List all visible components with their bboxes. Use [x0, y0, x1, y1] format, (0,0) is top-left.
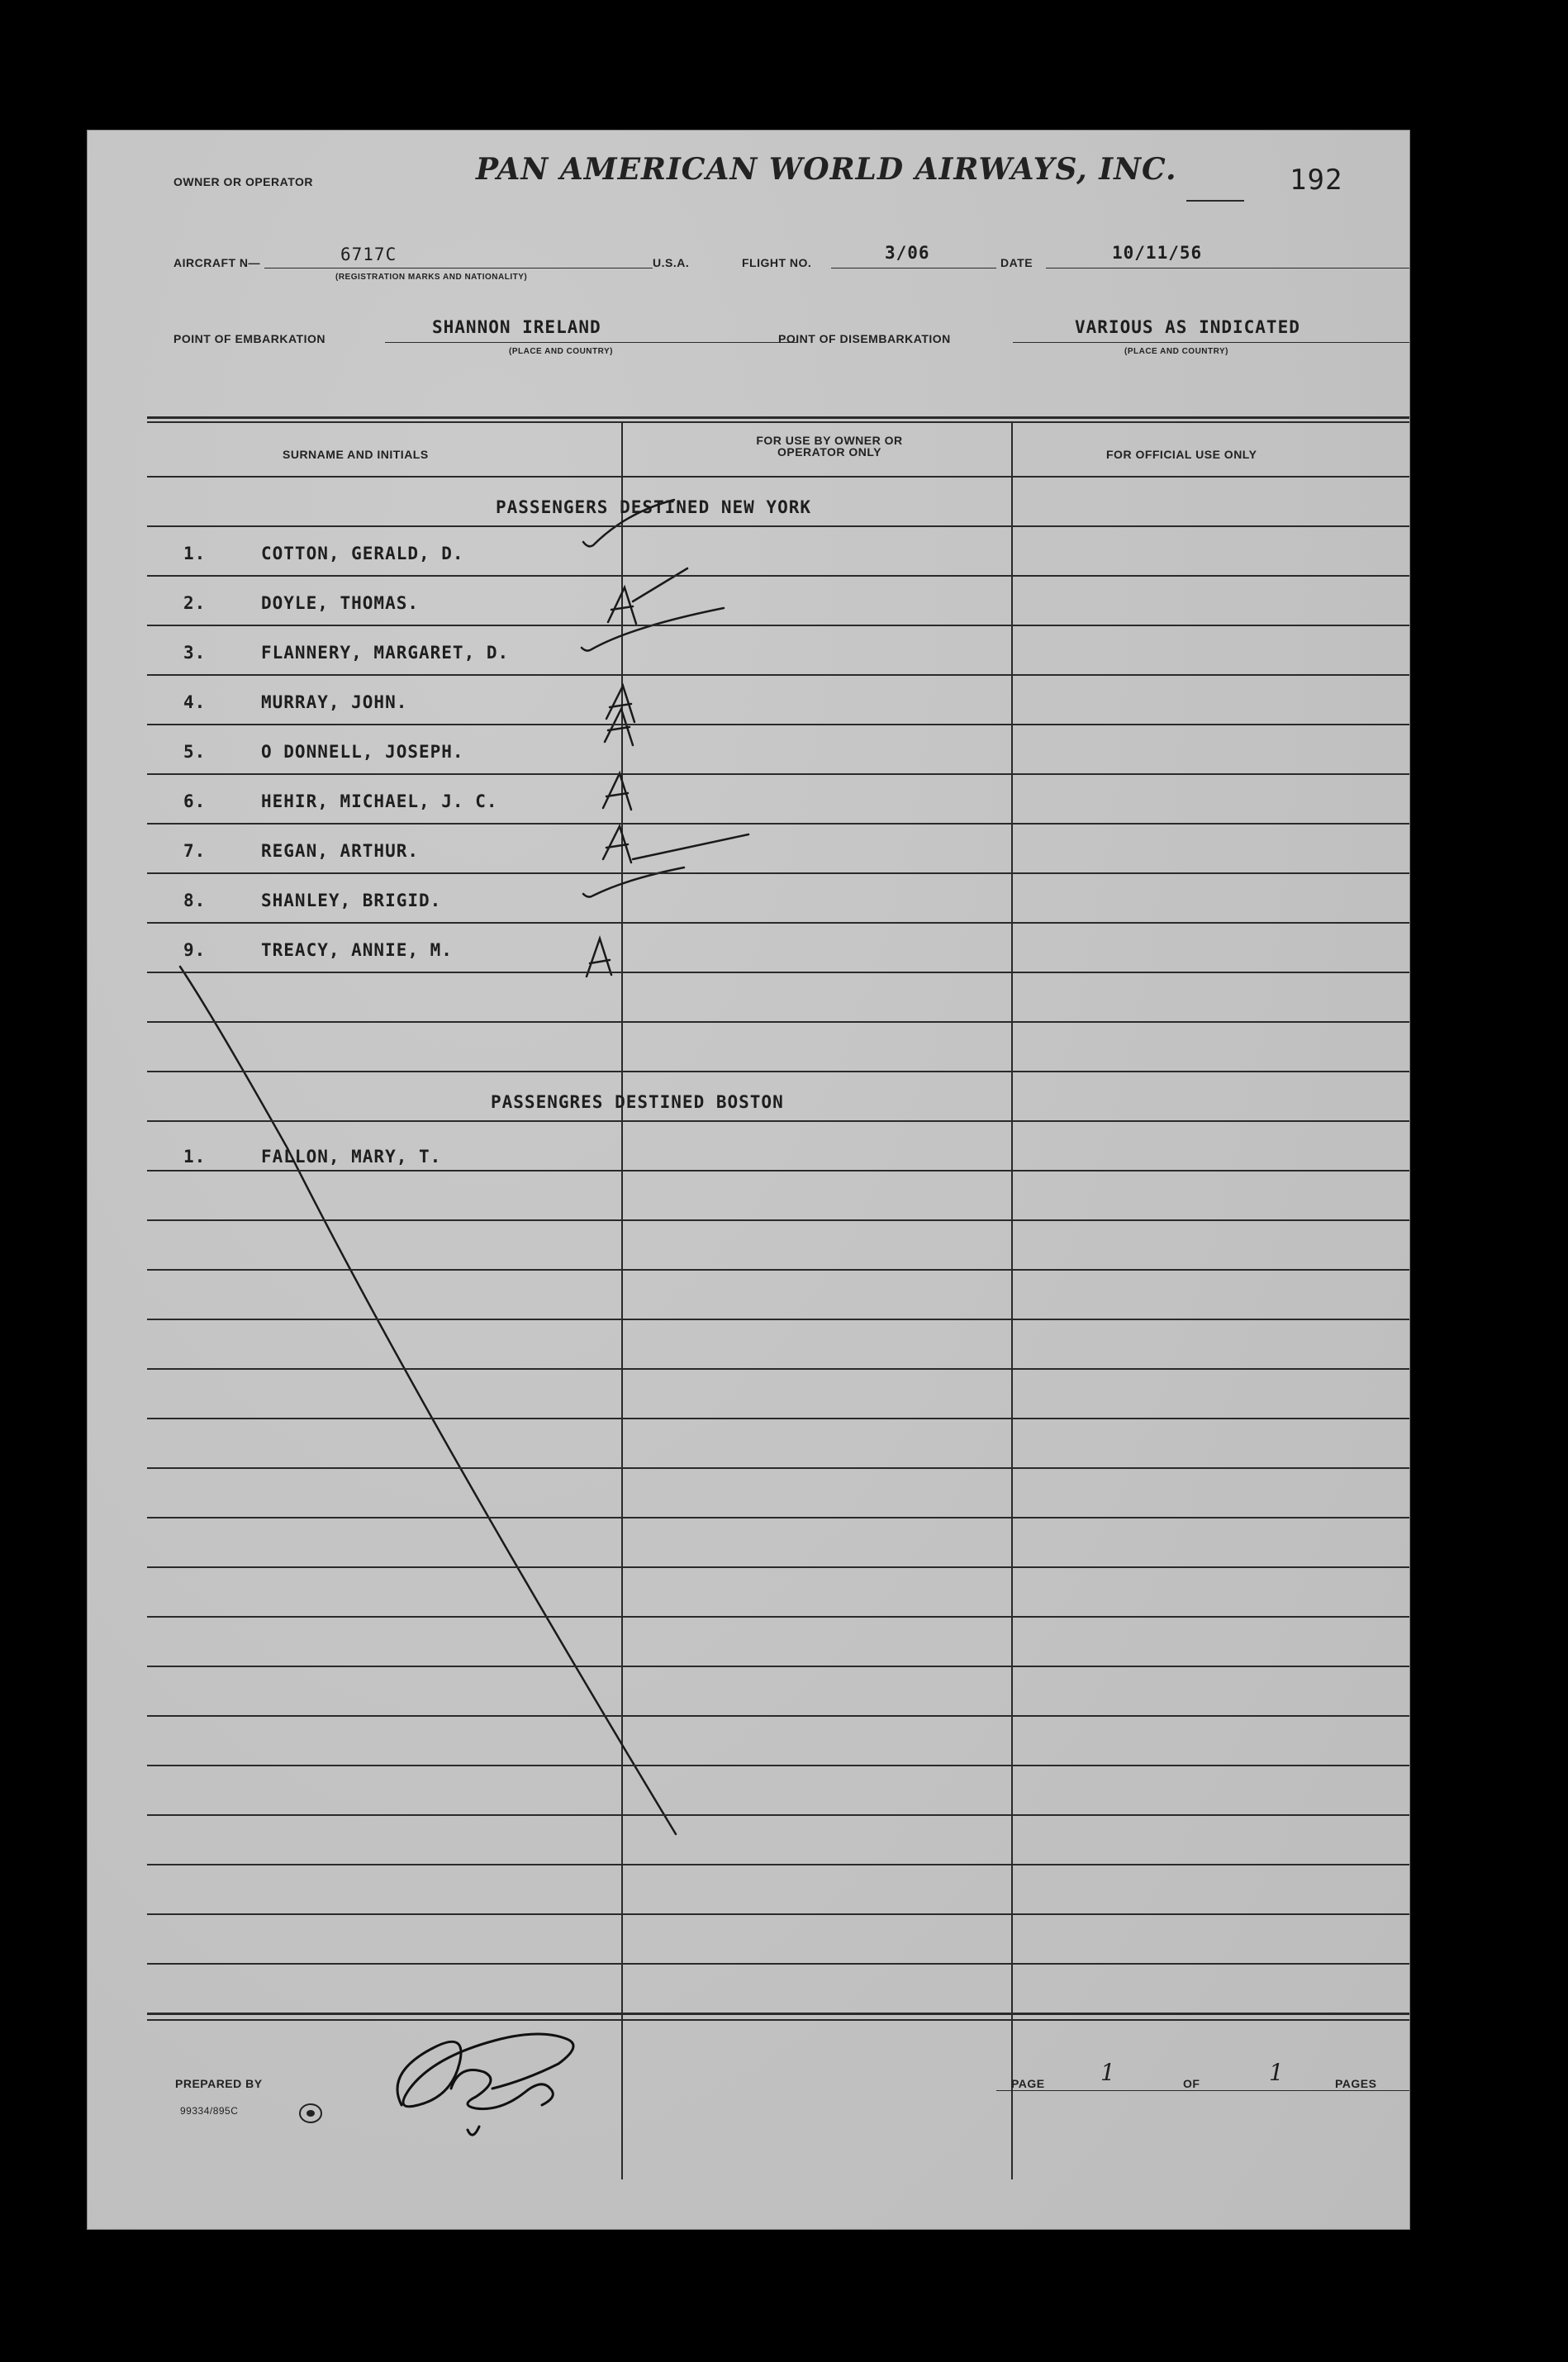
- flight-value: 3/06: [885, 243, 930, 263]
- embarkation-label: POINT OF EMBARKATION: [173, 332, 325, 345]
- embarkation-value: SHANNON IRELAND: [432, 317, 601, 337]
- page-stamp-number: 192: [1290, 164, 1343, 197]
- row-rule: [147, 1319, 1409, 1320]
- row-rule: [147, 476, 1409, 478]
- table-bottom-rule-2: [147, 2019, 1409, 2021]
- aircraft-caption: (REGISTRATION MARKS AND NATIONALITY): [335, 273, 528, 282]
- date-label: DATE: [1000, 256, 1033, 269]
- row-rule: [147, 1616, 1409, 1618]
- table-bottom-rule: [147, 2013, 1409, 2015]
- row-rule: [147, 1170, 1409, 1171]
- row-rule: [147, 1368, 1409, 1370]
- passenger-number: 8.: [183, 891, 207, 910]
- group-heading-boston: PASSENGRES DESTINED BOSTON: [491, 1092, 784, 1112]
- group-heading-new-york: PASSENGERS DESTINED NEW YORK: [496, 497, 812, 517]
- passenger-number: 4.: [183, 692, 207, 712]
- passenger-name: O DONNELL, JOSEPH.: [261, 742, 464, 762]
- manifest-sheet: [88, 131, 1409, 2229]
- handwritten-a-6: [603, 773, 631, 810]
- passenger-name: FALLON, MARY, T.: [261, 1147, 442, 1167]
- row-rule: [147, 1418, 1409, 1419]
- row-rule: [147, 724, 1409, 725]
- row-rule: [147, 922, 1409, 924]
- prepared-by-label: PREPARED BY: [175, 2077, 263, 2090]
- row-rule: [147, 1814, 1409, 1816]
- pages-label: PAGES: [1335, 2077, 1377, 2090]
- passenger-number: 2.: [183, 593, 207, 613]
- flight-label: FLIGHT NO.: [742, 256, 812, 269]
- page-value: 1: [1100, 2059, 1116, 2086]
- disembarkation-label: POINT OF DISEMBARKATION: [778, 332, 951, 345]
- check-mark-1: [583, 500, 674, 546]
- col-header-official-use: FOR OFFICIAL USE ONLY: [1106, 448, 1257, 461]
- row-rule: [147, 525, 1409, 527]
- passenger-number: 1.: [183, 1147, 207, 1167]
- row-rule: [147, 1269, 1409, 1271]
- col-header-owner-use: FOR USE BY OWNER OR OPERATOR ONLY: [756, 434, 903, 459]
- row-rule: [147, 872, 1409, 874]
- disembarkation-value: VARIOUS AS INDICATED: [1075, 317, 1300, 337]
- handwritten-a-4: [606, 686, 634, 722]
- form-code: 99334/895C: [180, 2105, 239, 2117]
- of-value: 1: [1269, 2059, 1285, 2086]
- passenger-number: 6.: [183, 791, 207, 811]
- company-name: PAN AMERICAN WORLD AIRWAYS, INC.: [476, 152, 1177, 187]
- country-label: U.S.A.: [653, 256, 690, 269]
- row-rule: [147, 1666, 1409, 1667]
- row-rule: [147, 823, 1409, 825]
- row-rule: [147, 1765, 1409, 1766]
- passenger-number: 5.: [183, 742, 207, 762]
- check-mark-3: [582, 608, 724, 651]
- row-rule: [147, 1219, 1409, 1221]
- disembarkation-caption: (PLACE AND COUNTRY): [1124, 347, 1228, 356]
- embarkation-caption: (PLACE AND COUNTRY): [509, 347, 613, 356]
- row-rule: [147, 1566, 1409, 1568]
- cancel-diagonal-line: [180, 967, 676, 1834]
- passenger-number: 9.: [183, 940, 207, 960]
- passenger-name: MURRAY, JOHN.: [261, 692, 408, 712]
- aircraft-value: 6717C: [340, 245, 397, 264]
- col-header-surname: SURNAME AND INITIALS: [283, 448, 429, 461]
- row-rule: [147, 1467, 1409, 1469]
- passenger-name: COTTON, GERALD, D.: [261, 544, 464, 563]
- seal-icon: [294, 2101, 327, 2126]
- row-rule: [147, 1517, 1409, 1518]
- row-rule: [147, 1120, 1409, 1122]
- row-rule: [147, 1071, 1409, 1072]
- handwritten-a-7: [603, 826, 631, 863]
- row-rule: [147, 1963, 1409, 1965]
- stroke-7: [633, 834, 748, 859]
- passenger-name: HEHIR, MICHAEL, J. C.: [261, 791, 498, 811]
- date-value: 10/11/56: [1112, 243, 1203, 263]
- row-rule: [147, 674, 1409, 676]
- row-rule: [147, 575, 1409, 577]
- passenger-number: 7.: [183, 841, 207, 861]
- handwritten-a-2: [608, 587, 636, 624]
- row-rule: [147, 1864, 1409, 1865]
- passenger-name: REGAN, ARTHUR.: [261, 841, 420, 861]
- row-rule: [147, 972, 1409, 973]
- row-rule: [147, 1913, 1409, 1915]
- owner-label: OWNER OR OPERATOR: [173, 175, 313, 188]
- signature-icon: [352, 2006, 616, 2155]
- page-count-underline: [996, 2090, 1409, 2091]
- row-rule: [147, 625, 1409, 626]
- passenger-number: 3.: [183, 643, 207, 663]
- row-rule: [147, 773, 1409, 775]
- passenger-name: TREACY, ANNIE, M.: [261, 940, 453, 960]
- of-label: OF: [1183, 2077, 1200, 2090]
- stroke-2: [633, 568, 687, 601]
- page-label: PAGE: [1011, 2077, 1045, 2090]
- row-rule: [147, 1715, 1409, 1717]
- row-rule: [147, 1021, 1409, 1023]
- passenger-name: FLANNERY, MARGARET, D.: [261, 643, 510, 663]
- aircraft-label: AIRCRAFT N—: [173, 256, 261, 269]
- passenger-name: SHANLEY, BRIGID.: [261, 891, 442, 910]
- passenger-number: 1.: [183, 544, 207, 563]
- passenger-name: DOYLE, THOMAS.: [261, 593, 420, 613]
